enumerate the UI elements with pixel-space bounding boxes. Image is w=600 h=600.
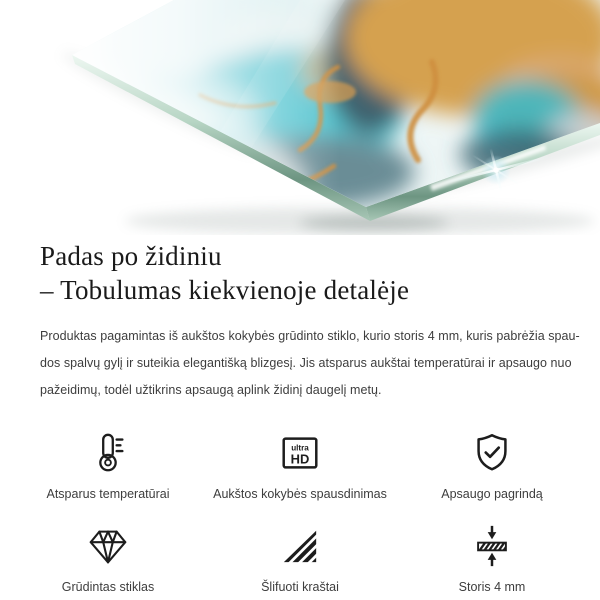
feature-protects-base	[396, 430, 588, 501]
feature-tempered-glass	[12, 523, 204, 594]
glass-panel	[40, 0, 600, 235]
feature-heat-resistant	[12, 430, 204, 501]
feature-polished-edges	[204, 523, 396, 594]
product-description	[40, 323, 582, 404]
feature-label: Šlifuoti kraštai	[261, 580, 339, 594]
feature-grid	[12, 430, 588, 594]
title-line-2: – Tobulumas kiekvienoje detalėje	[40, 275, 410, 305]
feature-label: Atsparus temperatūrai	[46, 487, 170, 501]
feature-label: Storis 4 mm	[458, 580, 526, 594]
feature-label: Aukštos kokybės spausdinimas	[213, 487, 387, 501]
product-photo	[0, 0, 600, 235]
ultra-hd-icon-text-top: ultra	[291, 443, 309, 453]
ultra-hd-icon-text-bottom: HD	[290, 451, 310, 467]
thickness-icon	[469, 523, 515, 569]
glass-panel-illustration	[0, 0, 600, 235]
description-line: pažeidimų, todėl užtikrins apsaugą aplink židinį daugelį metų.	[40, 383, 382, 397]
diamond-icon	[85, 523, 131, 569]
feature-thickness	[396, 523, 588, 594]
ultra-hd-icon	[277, 430, 323, 476]
feature-ultra-hd-print	[204, 430, 396, 501]
title-line-1: Padas po židiniu	[40, 241, 222, 271]
description-line: dos spalvų gylį ir suteikia elegantišką blizgesį. Jis atsparus aukštai temperatūrai ir apsaugo nuo	[40, 356, 572, 370]
feature-label: Grūdintas stiklas	[61, 580, 155, 594]
shield-check-icon	[469, 430, 515, 476]
feature-label: Apsaugo pagrindą	[441, 487, 543, 501]
page-title	[40, 239, 560, 307]
description-line: Produktas pagamintas iš aukštos kokybės grūdinto stiklo, kurio storis 4 mm, kuris pabrėžia spau-	[40, 329, 580, 343]
thermometer-icon	[85, 430, 131, 476]
polished-edges-icon	[277, 523, 323, 569]
